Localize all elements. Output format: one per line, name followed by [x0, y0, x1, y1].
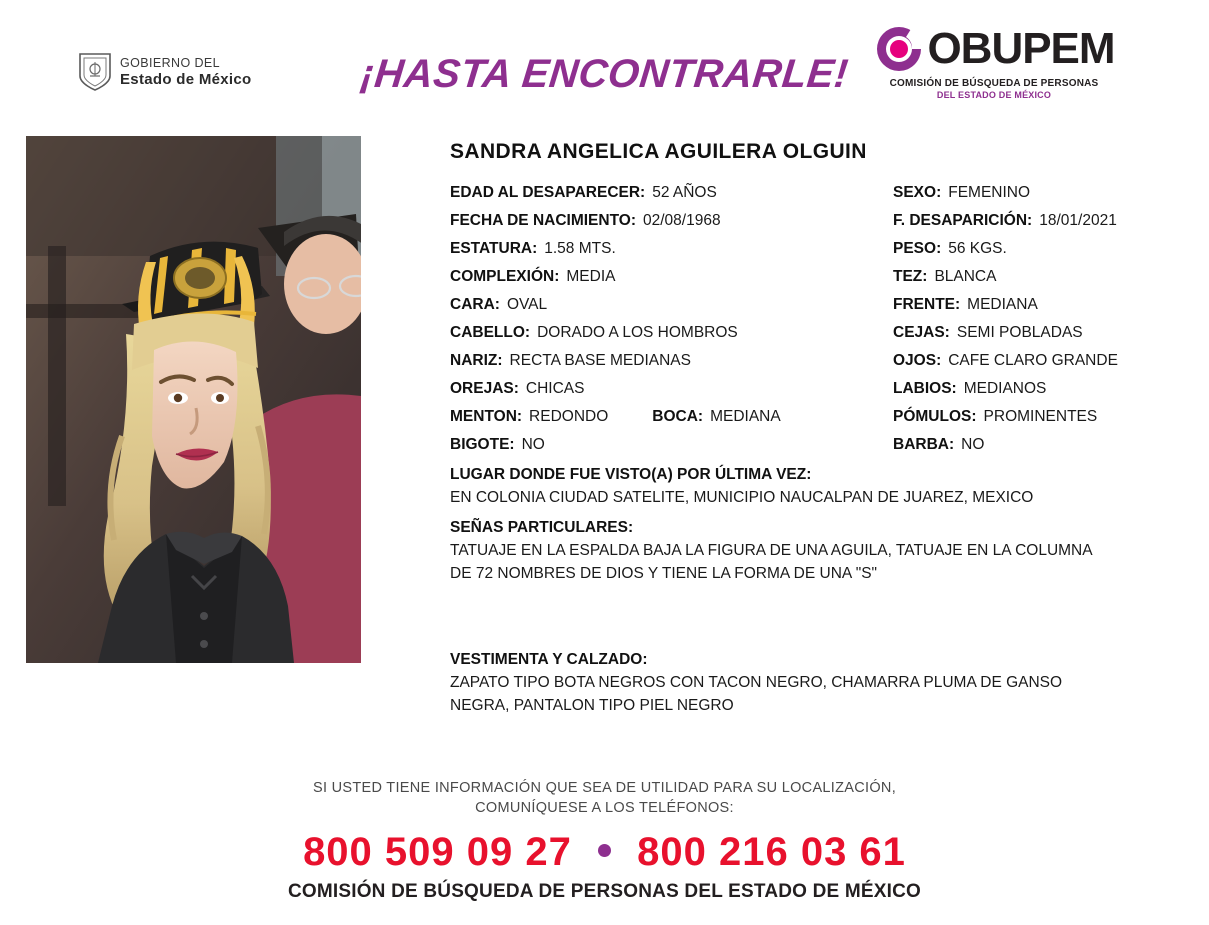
footer-instructions-line1: SI USTED TIENE INFORMACIÓN QUE SEA DE UTILIDAD PARA SU LOCALIZACIÓN, [312, 780, 897, 796]
attribute-label: OREJAS: [450, 380, 519, 397]
attribute-hair [450, 322, 893, 344]
phone-separator-dot-icon [598, 844, 611, 857]
attribute-label: EDAD AL DESAPARECER: [450, 184, 646, 201]
attribute-value: 1.58 MTS. [544, 240, 616, 257]
attribute-label: ESTATURA: [450, 240, 538, 257]
attribute-row [450, 406, 1190, 428]
attribute-row [450, 350, 1190, 372]
attribute-label: FECHA DE NACIMIENTO: [450, 212, 636, 229]
attribute-value: MEDIA [566, 268, 616, 285]
block-spacer [450, 585, 1190, 641]
last-seen-text: EN COLONIA CIUDAD SATELITE, MUNICIPIO NAUCALPAN DE JUAREZ, MEXICO [450, 489, 1034, 506]
attribute-value: OVAL [506, 296, 548, 313]
attribute-age [450, 182, 893, 204]
attribute-mouth [652, 406, 780, 428]
attribute-label: CABELLO: [450, 324, 531, 341]
attribute-label: BIGOTE: [450, 436, 515, 453]
gov-logo-line2: Estado de México [120, 70, 252, 88]
cobupem-logo-top [879, 22, 1115, 76]
attribute-row [450, 210, 1190, 232]
poster-footer [0, 778, 1209, 903]
attribute-value: RECTA BASE MEDIANAS [509, 352, 691, 369]
attribute-row [450, 434, 1190, 456]
attribute-row [450, 322, 1190, 344]
attribute-nose [450, 350, 893, 372]
attribute-label: BARBA: [893, 436, 955, 453]
cobupem-subtitle-1: COMISIÓN DE BÚSQUEDA DE PERSONAS [889, 78, 1099, 89]
marks-text-line1: TATUAJE EN LA ESPALDA BAJA LA FIGURA DE UNA AGUILA, TATUAJE EN LA COLUMNA [450, 542, 1093, 559]
attribute-value: CAFE CLARO GRANDE [948, 352, 1118, 369]
cobupem-logo [879, 22, 1115, 100]
attribute-weight [893, 238, 1190, 260]
attribute-chin [450, 406, 893, 428]
attribute-height [450, 238, 893, 260]
attribute-eyebrows [893, 322, 1190, 344]
attribute-disappearance-date [893, 210, 1190, 232]
attribute-value: 02/08/1968 [643, 212, 721, 229]
attribute-cheekbones [893, 406, 1190, 428]
clothing-heading: VESTIMENTA Y CALZADO: [450, 651, 648, 668]
attribute-row [450, 266, 1190, 288]
attribute-eyes [893, 350, 1190, 372]
contact-phone-numbers [0, 830, 1209, 875]
attribute-label: PÓMULOS: [893, 408, 977, 425]
gov-logo-line1: GOBIERNO DEL [120, 56, 220, 71]
attribute-label: LABIOS: [893, 380, 957, 397]
attribute-label: TEZ: [893, 268, 928, 285]
clothing-text-line2: NEGRA, PANTALON TIPO PIEL NEGRO [450, 697, 734, 714]
attribute-forehead [893, 294, 1190, 316]
attribute-value: BLANCA [934, 268, 997, 285]
distinguishing-marks-block [450, 517, 1190, 585]
attribute-value: MEDIANA [710, 408, 781, 425]
missing-person-photo [26, 136, 361, 663]
attribute-value: DORADO A LOS HOMBROS [537, 324, 738, 341]
poster-title: ¡HASTA ENCONTRARLE! [358, 52, 851, 96]
poster-header [0, 0, 1209, 118]
marks-heading: SEÑAS PARTICULARES: [450, 519, 634, 536]
attribute-row [450, 238, 1190, 260]
attribute-label: COMPLEXIÓN: [450, 268, 560, 285]
attribute-value: NO [521, 436, 545, 453]
attribute-value: REDONDO [529, 408, 609, 425]
cobupem-subtitle-2: DEL ESTADO DE MÉXICO [936, 90, 1052, 100]
attribute-label: F. DESAPARICIÓN: [893, 212, 1033, 229]
footer-instructions-line2: COMUNÍQUESE A LOS TELÉFONOS: [475, 800, 734, 816]
attribute-moustache [450, 434, 893, 456]
attribute-value: CHICAS [525, 380, 585, 397]
attribute-skin [893, 266, 1190, 288]
attribute-face [450, 294, 893, 316]
attribute-sex [893, 182, 1190, 204]
attribute-value: 56 KGS. [948, 240, 1007, 257]
attribute-value: NO [961, 436, 985, 453]
attribute-label: MENTON: [450, 408, 523, 425]
attribute-label: FRENTE: [893, 296, 961, 313]
marks-text-line2: DE 72 NOMBRES DE DIOS Y TIENE LA FORMA DE UNA "S" [450, 565, 878, 582]
attribute-value: MEDIANA [967, 296, 1038, 313]
attributes-grid [450, 182, 1190, 456]
attribute-complexion [450, 266, 893, 288]
attribute-value: SEMI POBLADAS [956, 324, 1083, 341]
attribute-row [450, 182, 1190, 204]
attribute-value: 52 AÑOS [652, 184, 717, 201]
clothing-text-line1: ZAPATO TIPO BOTA NEGROS CON TACON NEGRO, CHAMARRA PLUMA DE GANSO [450, 674, 1063, 691]
attribute-beard [893, 434, 1190, 456]
person-name: SANDRA ANGELICA AGUILERA OLGUIN [450, 140, 867, 163]
attribute-label: NARIZ: [450, 352, 503, 369]
attribute-label: PESO: [893, 240, 942, 257]
cobupem-wordmark: OBUPEM [927, 24, 1115, 73]
clothing-block [450, 649, 1190, 717]
last-seen-heading: LUGAR DONDE FUE VISTO(A) POR ÚLTIMA VEZ: [450, 466, 812, 483]
attribute-label: CEJAS: [893, 324, 950, 341]
phone-number-1[interactable]: 800 509 09 27 [303, 830, 572, 874]
attribute-row [450, 378, 1190, 400]
attribute-row [450, 294, 1190, 316]
attribute-label: SEXO: [893, 184, 942, 201]
cobupem-c-icon [873, 23, 925, 75]
last-seen-block [450, 464, 1190, 509]
attribute-label: OJOS: [893, 352, 942, 369]
attribute-lips [893, 378, 1190, 400]
person-details [450, 140, 1190, 717]
attribute-birthdate [450, 210, 893, 232]
footer-organization: COMISIÓN DE BÚSQUEDA DE PERSONAS DEL ESTADO DE MÉXICO [287, 881, 922, 902]
attribute-value: PROMINENTES [983, 408, 1098, 425]
attribute-value: 18/01/2021 [1039, 212, 1117, 229]
attribute-label: BOCA: [652, 408, 704, 425]
attribute-ears [450, 378, 893, 400]
attribute-value: FEMENINO [948, 184, 1031, 201]
phone-number-2[interactable]: 800 216 03 61 [637, 830, 906, 874]
attribute-label: CARA: [450, 296, 500, 313]
attribute-value: MEDIANOS [963, 380, 1047, 397]
